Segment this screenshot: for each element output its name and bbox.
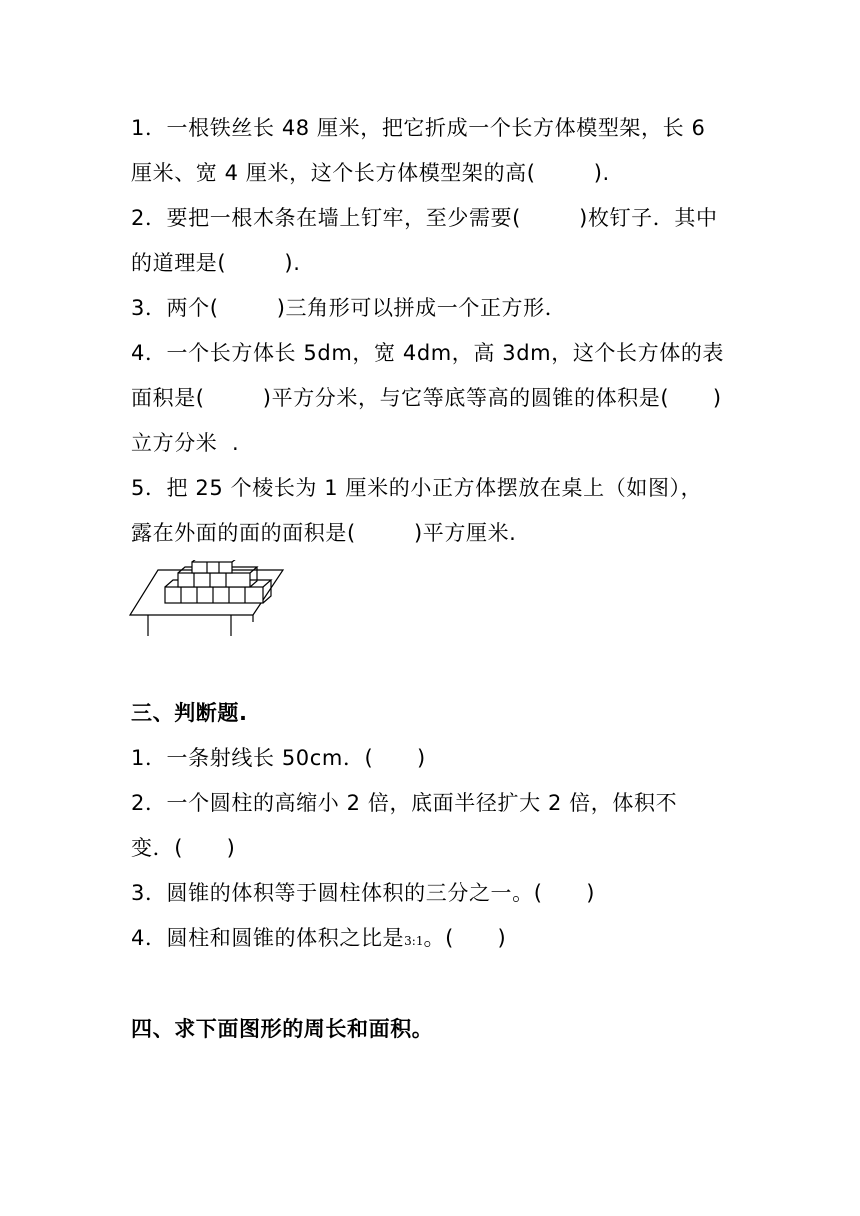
section-3-heading: 三、判断题. (131, 701, 248, 725)
question-4-line-1: 4．一个长方体长 5dm，宽 4dm，高 3dm，这个长方体的表 (131, 341, 725, 365)
question-2-line-1: 2．要把一根木条在墙上钉牢，至少需要( )枚钉子．其中 (131, 206, 718, 230)
judgment-question-4 (131, 923, 506, 956)
question-1-line-1: 1．一根铁丝长 48 厘米，把它折成一个长方体模型架，长 6 (131, 116, 706, 140)
cube-layer-top (192, 560, 236, 573)
question-1-line-2: 厘米、宽 4 厘米，这个长方体模型架的高( ). (131, 161, 610, 185)
judgment-question-2-line-1: 2．一个圆柱的高缩小 2 倍，底面半径扩大 2 倍，体积不 (131, 791, 678, 815)
judgment-question-4-prefix: 4．圆柱和圆锥的体积之比是 (131, 926, 405, 950)
cubes-on-table-figure (128, 560, 288, 640)
judgment-question-4-suffix: 。( ) (423, 926, 507, 950)
question-5-line-1: 5．把 25 个棱长为 1 厘米的小正方体摆放在桌上（如图）， (131, 476, 703, 500)
question-3-line-1: 3．两个( )三角形可以拼成一个正方形． (131, 296, 567, 320)
judgment-question-3: 3．圆锥的体积等于圆柱体积的三分之一。( ) (131, 881, 595, 905)
question-4-line-3: 立方分米 . (131, 431, 240, 455)
judgment-question-2-line-2: 变．( ) (131, 836, 236, 860)
question-5-line-2: 露在外面的面的面积是( )平方厘米. (131, 521, 517, 545)
ratio-text: 3:1 (404, 934, 424, 948)
question-4-line-2: 面积是( )平方分米，与它等底等高的圆锥的体积是( ) (131, 386, 722, 410)
section-4-heading: 四、求下面图形的周长和面积。 (131, 1017, 434, 1041)
judgment-question-1: 1．一条射线长 50cm．( ) (131, 746, 426, 770)
question-2-line-2: 的道理是( ). (131, 251, 301, 275)
